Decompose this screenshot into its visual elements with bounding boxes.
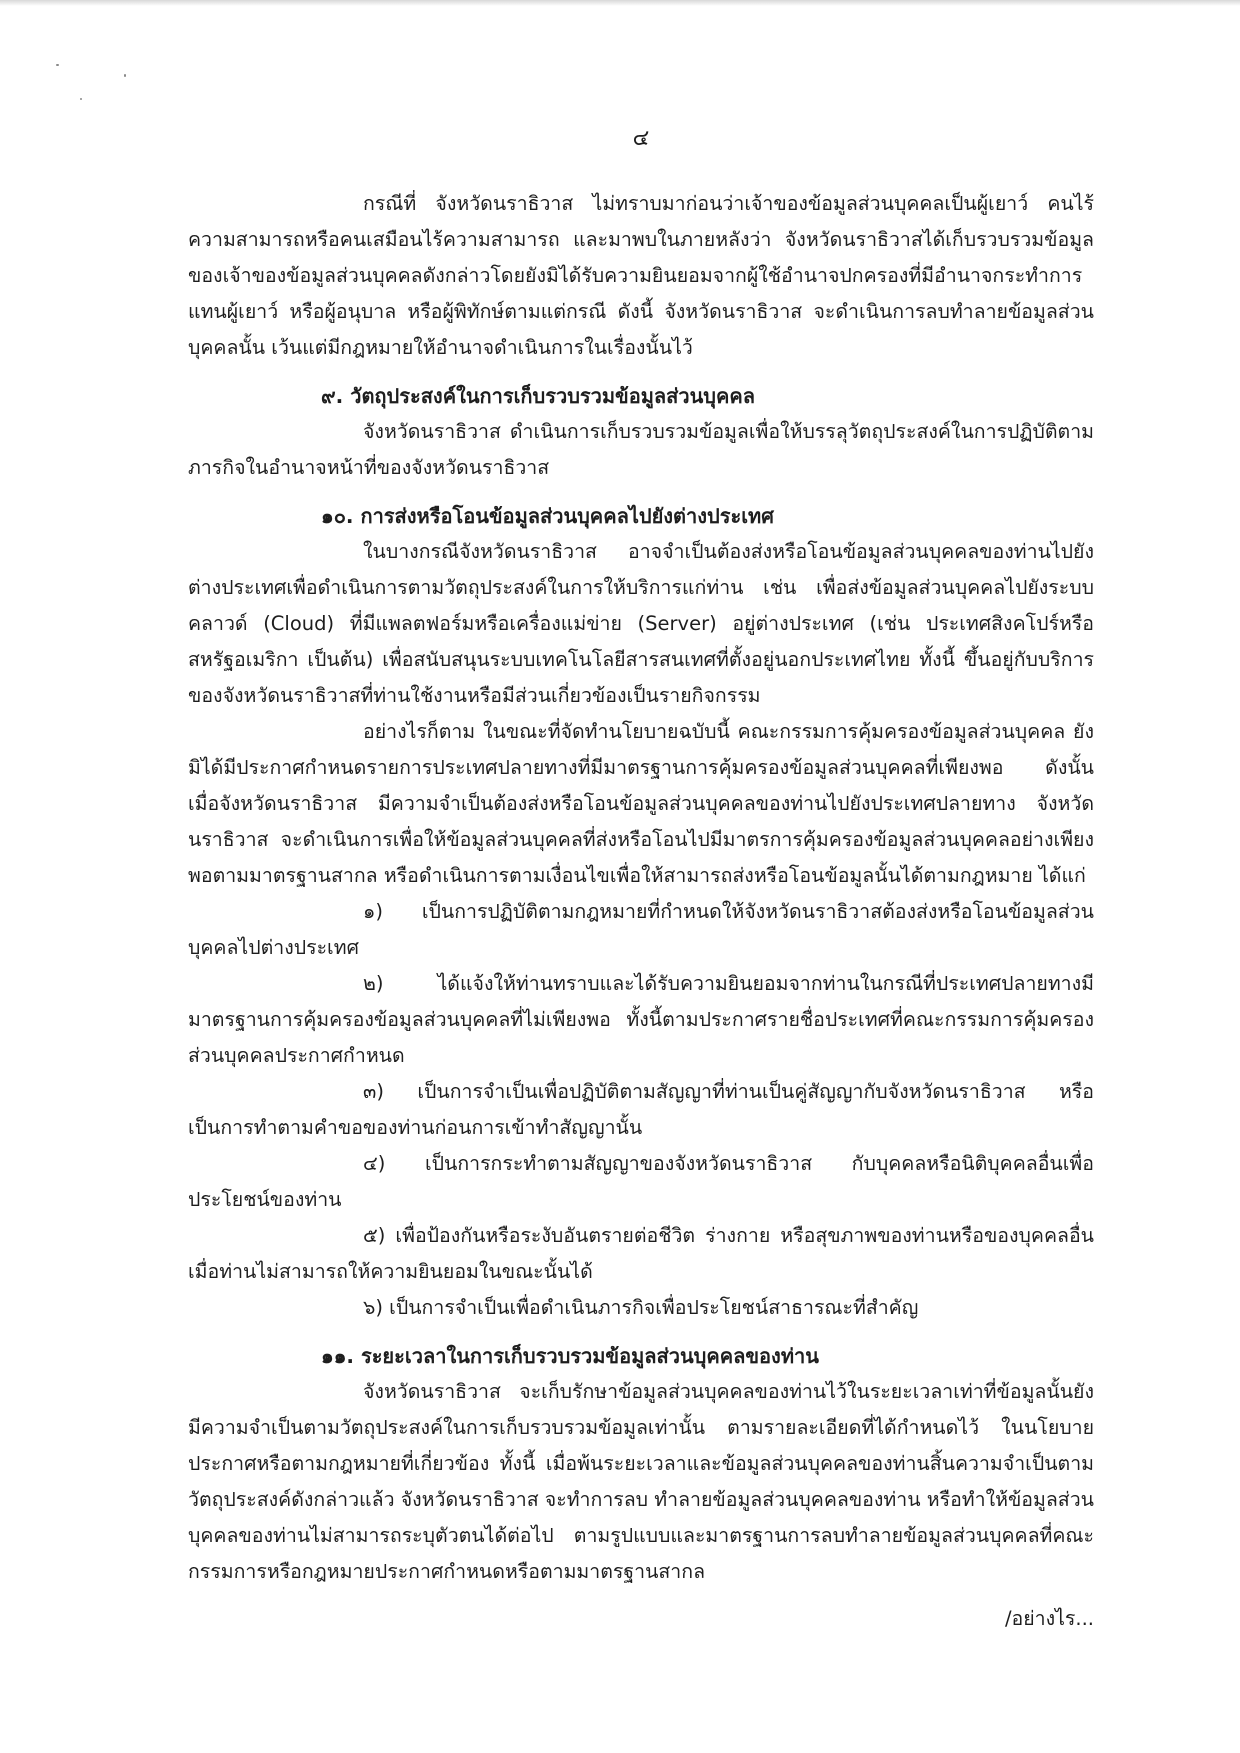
paragraph-purpose: จังหวัดนราธิวาส ดำเนินการเก็บรวบรวมข้อมูลเพื่อให้บรรลุวัตถุประสงค์ในการปฏิบัติตามภารกิจในอำนาจหน้าที่ของจังหวัดนราธิวาส <box>188 420 1094 479</box>
list-item-6: ๖) เป็นการจำเป็นเพื่อดำเนินภารกิจเพื่อประโยชน์สาธารณะที่สำคัญ <box>363 1296 919 1319</box>
scan-speck <box>124 74 126 77</box>
paragraph-transfer-conditions: อย่างไรก็ตาม ในขณะที่จัดทำนโยบายฉบับนี้ คณะกรรมการคุ้มครองข้อมูลส่วนบุคคล ยังมิได้มีประกาศกำหนดรายการประเทศปลายทางที่มีมาตรฐานการคุ้มครองข้อมูลส่วนบุคคลที่เพียงพอ ดังนั้น เมื่อจังหวัดนราธิวาส มีความจำเป็นต้องส่งหรือโอนข้อมูลส่วนบุคคลของท่านไปยังประเทศปลายทาง จังหวัดนราธิวาส จะดำเนินการเพื่อให้ข้อมูลส่วนบุคคลที่ส่งหรือโอนไปมีมาตรการคุ้มครองข้อมูลส่วนบุคคลอย่างเพียงพอตามมาตรฐานสากล หรือดำเนินการตามเงื่อนไขเพื่อให้สามารถส่งหรือโอนข้อมูลนั้นได้ตามกฎหมาย ได้แก่ <box>188 720 1094 887</box>
paragraph-retention: จังหวัดนราธิวาส จะเก็บรักษาข้อมูลส่วนบุคคลของท่านไว้ในระยะเวลาเท่าที่ข้อมูลนั้นยังมีความจำเป็นตามวัตถุประสงค์ในการเก็บรวบรวมข้อมูลเท่านั้น ตามรายละเอียดที่ได้กำหนดไว้ ในนโยบาย ประกาศหรือตามกฎหมายที่เกี่ยวข้อง ทั้งนี้ เมื่อพ้นระยะเวลาและข้อมูลส่วนบุคคลของท่านสิ้นความจำเป็นตามวัตถุประสงค์ดังกล่าวแล้ว จังหวัดนราธิวาส จะทำการลบ ทำลายข้อมูลส่วนบุคคลของท่าน หรือทำให้ข้อมูลส่วนบุคคลของท่านไม่สามารถระบุตัวตนได้ต่อไป ตามรูปแบบและมาตรฐานการลบทำลายข้อมูลส่วนบุคคลที่คณะกรรมการหรือกฎหมายประกาศกำหนดหรือตามมาตรฐานสากล <box>188 1380 1094 1583</box>
section-heading-9: ๙. วัตถุประสงค์ในการเก็บรวบรวมข้อมูลส่วนบุคคล <box>321 384 755 408</box>
scan-speck <box>80 98 82 100</box>
list-item-2: ๒) ได้แจ้งให้ท่านทราบและได้รับความยินยอมจากท่านในกรณีที่ประเทศปลายทางมีมาตรฐานการคุ้มครองข้อมูลส่วนบุคคลที่ไม่เพียงพอ ทั้งนี้ตามประกาศรายชื่อประเทศที่คณะกรรมการคุ้มครองส่วนบุคคลประกาศกำหนด <box>188 972 1094 1067</box>
continuation-marker: /อย่างไร... <box>1004 1607 1094 1630</box>
section-heading-11: ๑๑. ระยะเวลาในการเก็บรวบรวมข้อมูลส่วนบุคคลของท่าน <box>321 1344 819 1368</box>
document-body <box>188 124 1094 1590</box>
list-item-4: ๔) เป็นการกระทำตามสัญญาของจังหวัดนราธิวาส กับบุคคลหรือนิติบุคคลอื่นเพื่อประโยชน์ของท่าน <box>188 1152 1094 1211</box>
list-item-5: ๕) เพื่อป้องกันหรือระงับอันตรายต่อชีวิต ร่างกาย หรือสุขภาพของท่านหรือของบุคคลอื่น เมื่อท่านไม่สามารถให้ความยินยอมในขณะนั้นได้ <box>188 1224 1094 1283</box>
list-item-3: ๓) เป็นการจำเป็นเพื่อปฏิบัติตามสัญญาที่ท่านเป็นคู่สัญญากับจังหวัดนราธิวาส หรือเป็นการทำตามคำขอของท่านก่อนการเข้าทำสัญญานั้น <box>188 1080 1094 1139</box>
paragraph-minor-consent: กรณีที่ จังหวัดนราธิวาส ไม่ทราบมาก่อนว่าเจ้าของข้อมูลส่วนบุคคลเป็นผู้เยาว์ คนไร้ความสามารถหรือคนเสมือนไร้ความสามารถ และมาพบในภายหลังว่า จังหวัดนราธิวาสได้เก็บรวบรวมข้อมูลของเจ้าของข้อมูลส่วนบุคคลดังกล่าวโดยยังมิได้รับความยินยอมจากผู้ใช้อำนาจปกครองที่มีอำนาจกระทำการแทนผู้เยาว์ หรือผู้อนุบาล หรือผู้พิทักษ์ตามแต่กรณี ดังนี้ จังหวัดนราธิวาส จะดำเนินการลบทำลายข้อมูลส่วนบุคคลนั้น เว้นแต่มีกฎหมายให้อำนาจดำเนินการในเรื่องนั้นไว้ <box>188 192 1094 359</box>
list-item-1: ๑) เป็นการปฏิบัติตามกฎหมายที่กำหนดให้จังหวัดนราธิวาสต้องส่งหรือโอนข้อมูลส่วนบุคคลไปต่างประเทศ <box>188 900 1094 959</box>
scan-top-edge <box>0 0 1240 6</box>
scan-speck <box>56 64 59 66</box>
paragraph-transfer-abroad: ในบางกรณีจังหวัดนราธิวาส อาจจำเป็นต้องส่งหรือโอนข้อมูลส่วนบุคคลของท่านไปยังต่างประเทศเพื่อดำเนินการตามวัตถุประสงค์ในการให้บริการแก่ท่าน เช่น เพื่อส่งข้อมูลส่วนบุคคลไปยังระบบคลาวด์ (Cloud) ที่มีแพลตฟอร์มหรือเครื่องแม่ข่าย (Server) อยู่ต่างประเทศ (เช่น ประเทศสิงคโปร์หรือสหรัฐอเมริกา เป็นต้น) เพื่อสนับสนุนระบบเทคโนโลยีสารสนเทศที่ตั้งอยู่นอกประเทศไทย ทั้งนี้ ขึ้นอยู่กับบริการของจังหวัดนราธิวาสที่ท่านใช้งานหรือมีส่วนเกี่ยวข้องเป็นรายกิจกรรม <box>188 540 1094 707</box>
page-number: ๔ <box>632 126 650 151</box>
section-heading-10: ๑๐. การส่งหรือโอนข้อมูลส่วนบุคคลไปยังต่างประเทศ <box>321 504 774 528</box>
